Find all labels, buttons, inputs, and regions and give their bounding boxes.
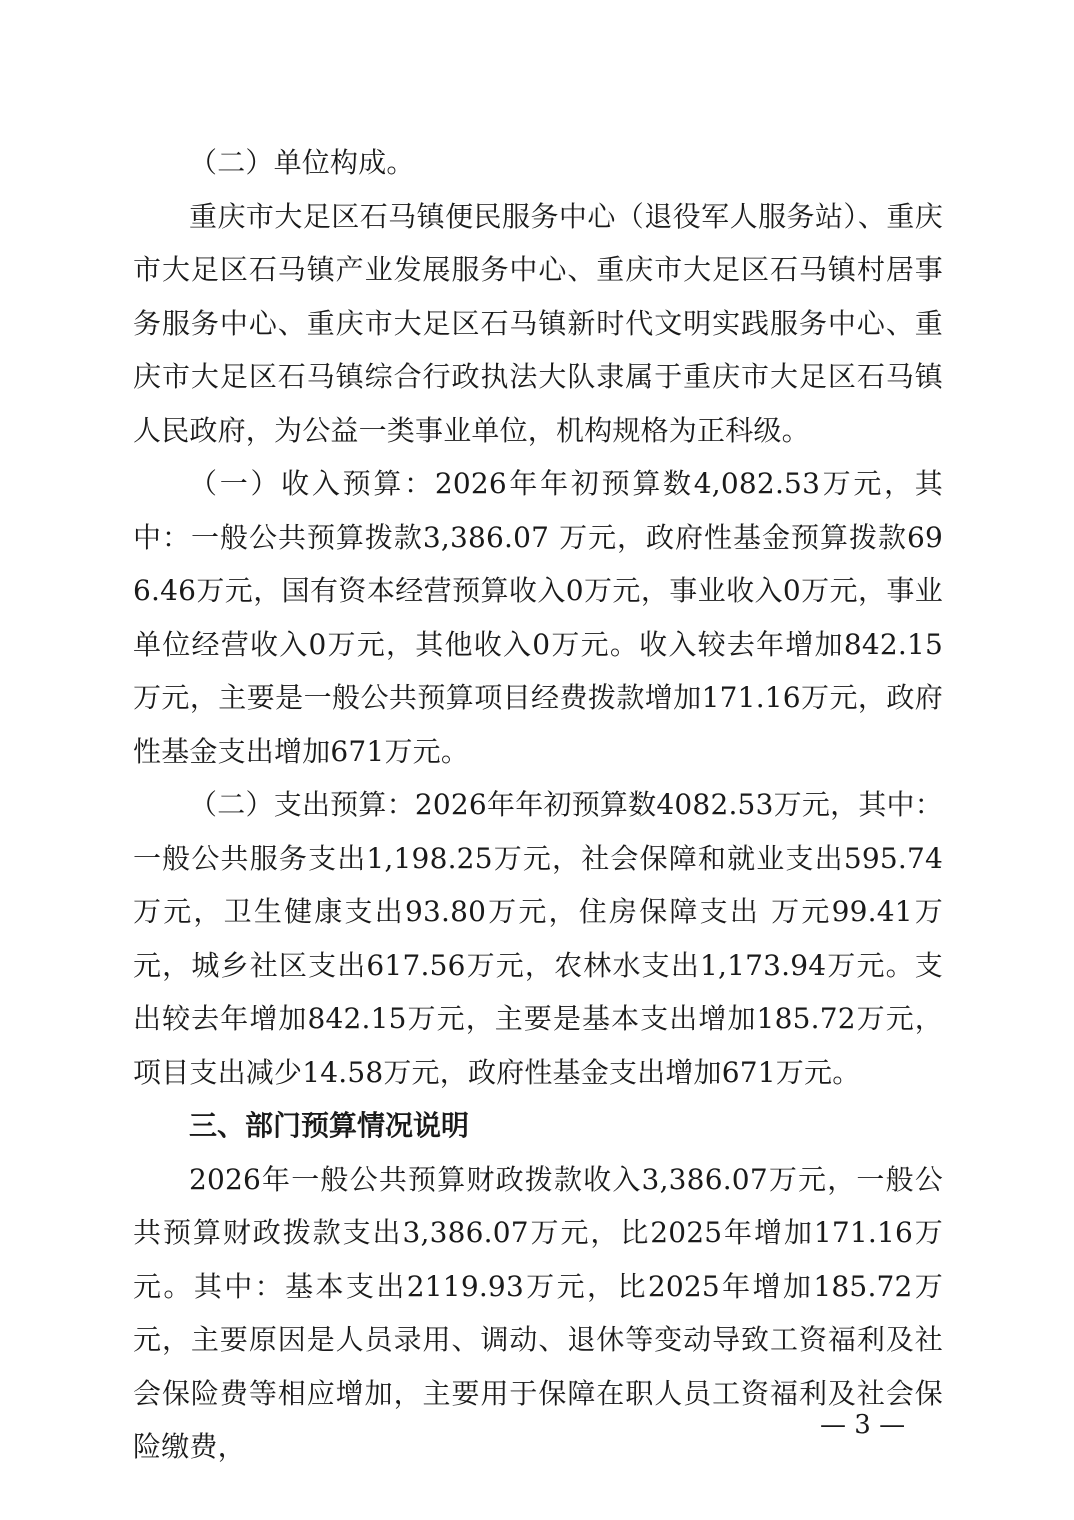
- paragraph-income-budget: （一）收入预算：2026年年初预算数4,082.53万元，其中：一般公共预算拨款3,386.07 万元，政府性基金预算拨款696.46万元，国有资本经营预算收入0万元，事业收入0万元，事业单位经营收入0万元，其他收入0万元。收入较去年增加842.15万元，主要是一般公共预算项目经费拨款增加171.16万元，政府性基金支出增加671万元。: [133, 467, 943, 768]
- paragraph-expenditure-budget: （二）支出预算：2026年年初预算数4082.53万元，其中：一般公共服务支出1,198.25万元，社会保障和就业支出595.74万元，卫生健康支出93.80万元，住房保障支出 万元99.41万元，城乡社区支出617.56万元，农林水支出1,173.94万元。支出较去年增加842.15万元，主要是基本支出增加185.72万元，项目支出减少14.58万元，政府性基金支出增加671万元。: [133, 788, 943, 1089]
- section-heading: 三、部门预算情况说明: [189, 1109, 470, 1142]
- page-number: — 3 —: [820, 1410, 906, 1440]
- paragraph-budget-explanation: 2026年一般公共预算财政拨款收入3,386.07万元，一般公共预算财政拨款支出3,386.07万元，比2025年增加171.16万元。其中：基本支出2119.93万元，比2025年增加185.72万元，主要原因是人员录用、调动、退休等变动导致工资福利及社会保险费等相应增加，主要用于保障在职人员工资福利及社会保险缴费，: [133, 1162, 943, 1463]
- document-body: [133, 136, 943, 1474]
- subsection-title-unit-composition: （二）单位构成。: [189, 146, 415, 179]
- paragraph-unit-composition: 重庆市大足区石马镇便民服务中心（退役军人服务站）、重庆市大足区石马镇产业发展服务中心、重庆市大足区石马镇村居事务服务中心、重庆市大足区石马镇新时代文明实践服务中心、重庆市大足区石马镇综合行政执法大队隶属于重庆市大足区石马镇人民政府，为公益一类事业单位，机构规格为正科级。: [133, 199, 943, 447]
